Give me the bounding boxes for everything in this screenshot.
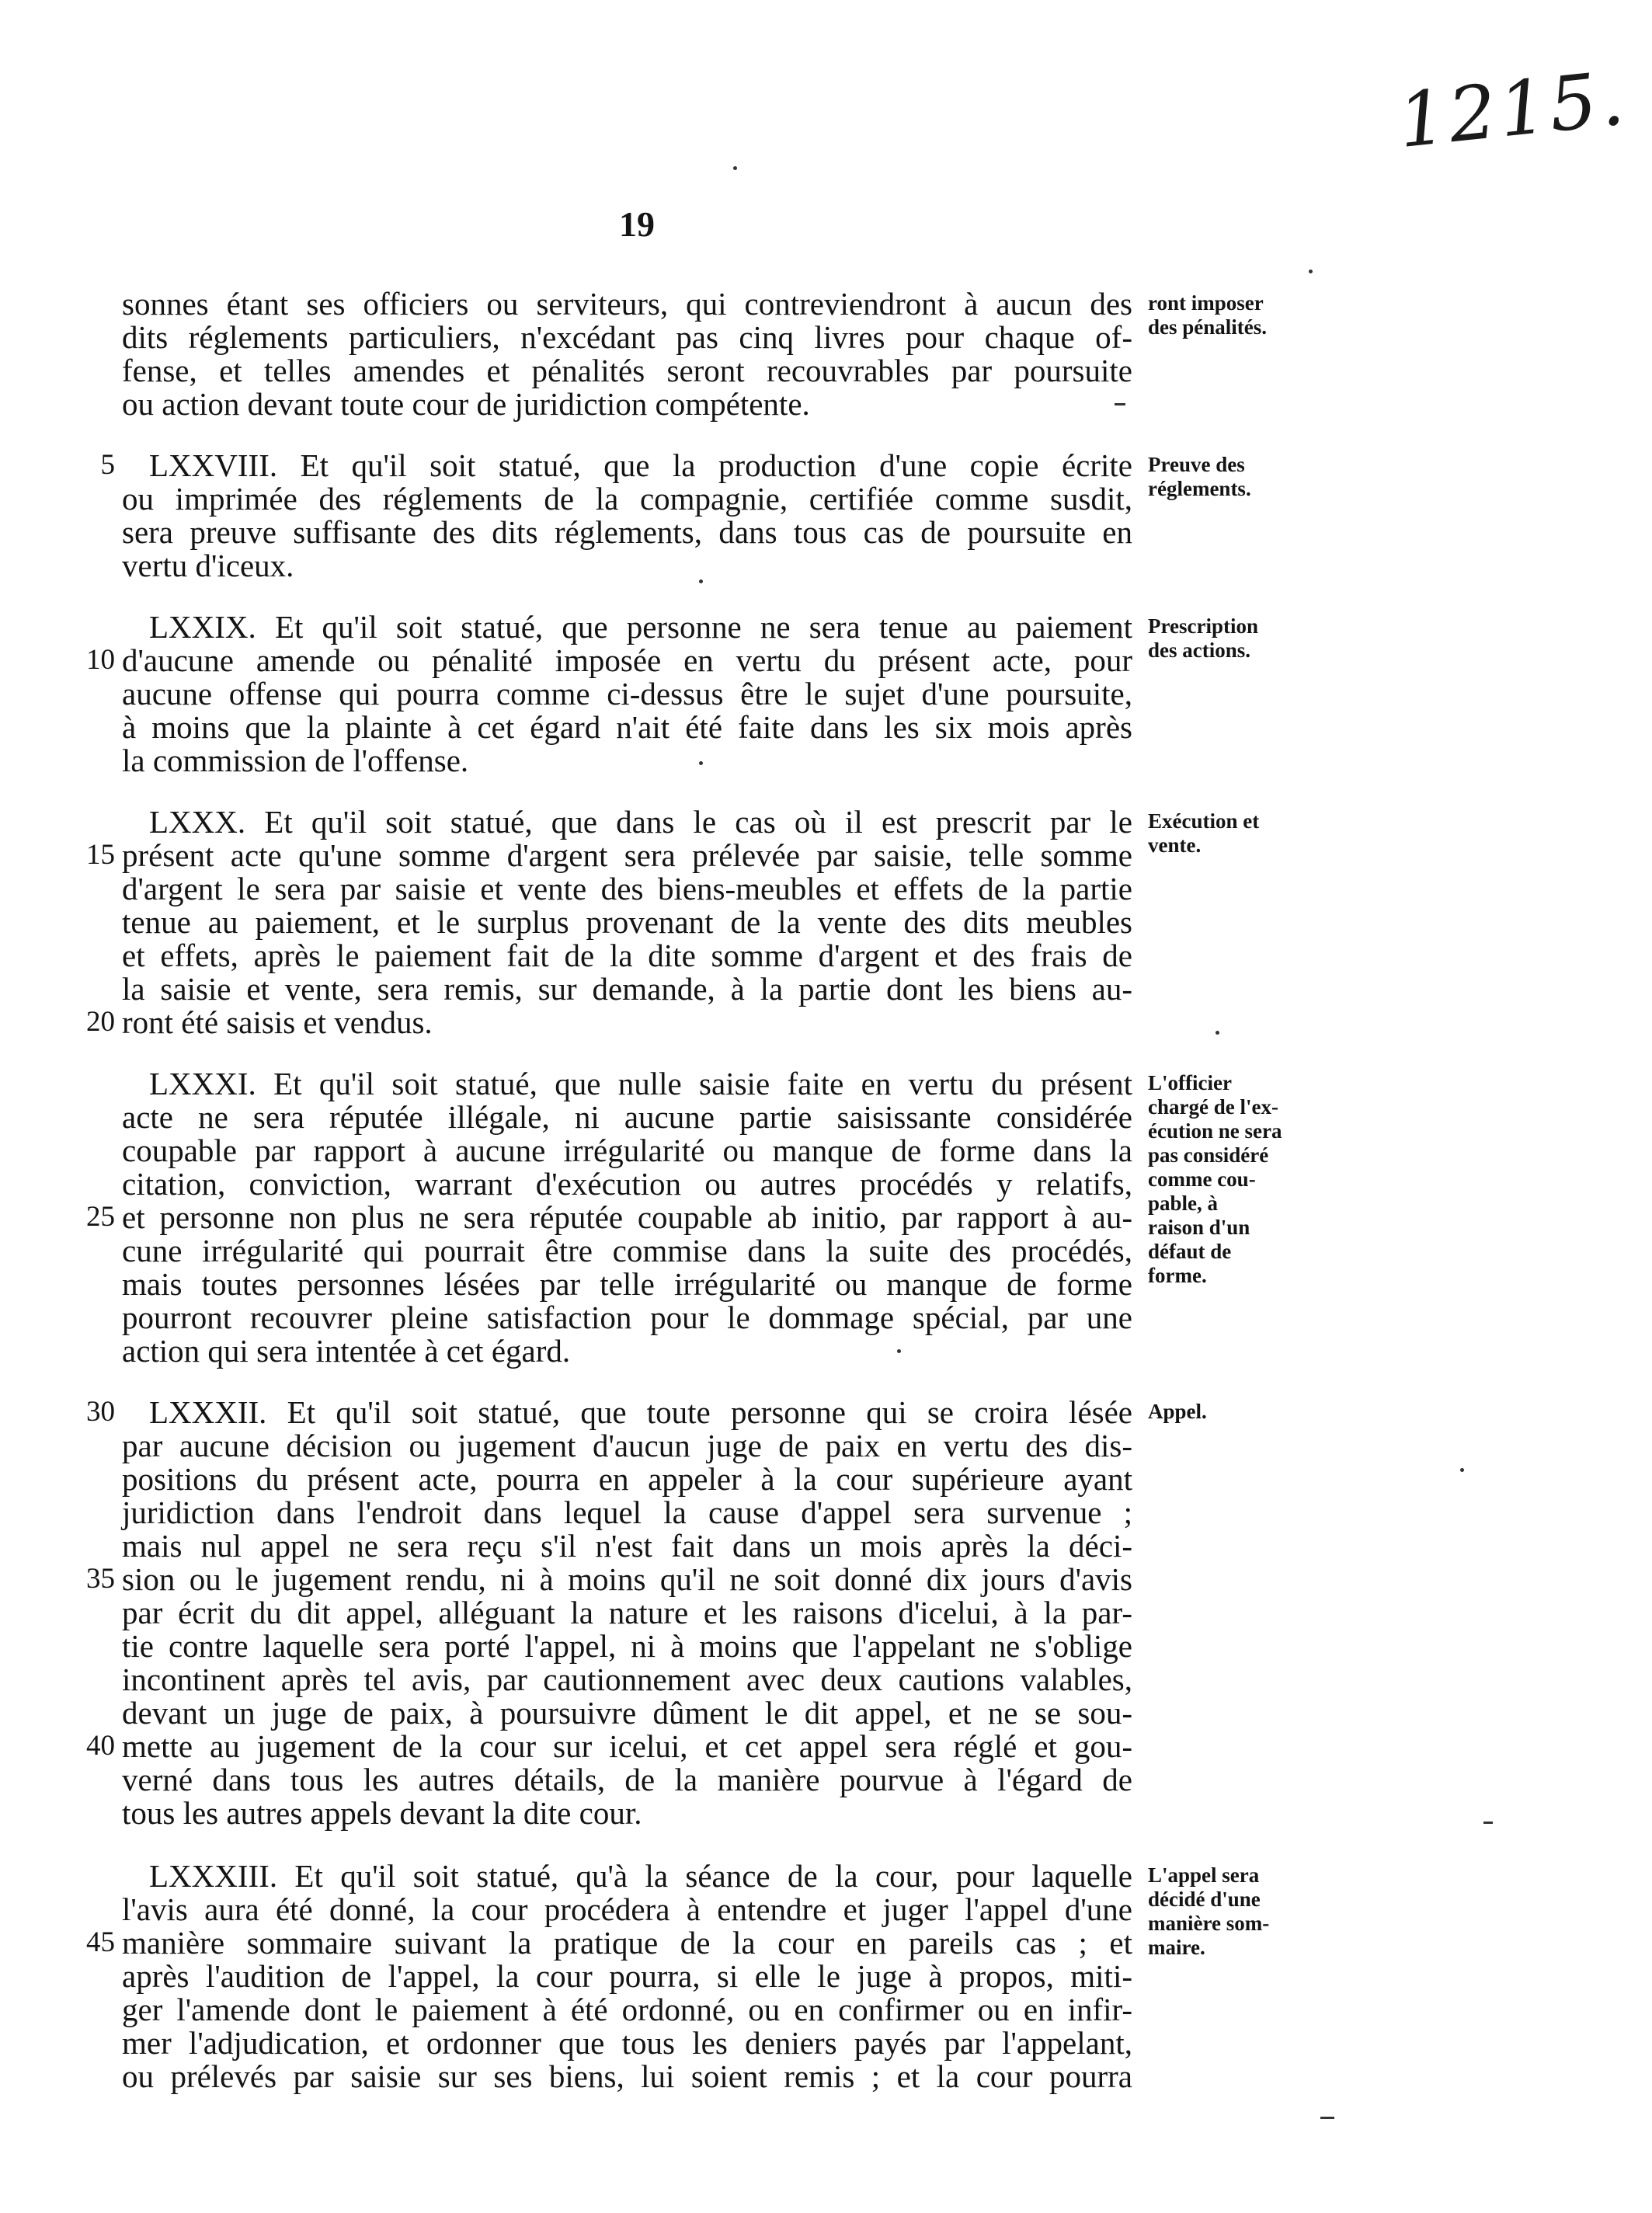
text-line: vertu d'iceux. — [122, 548, 294, 583]
text-line: devant un juge de paix, à poursuivre dûment le dit appel, et ne se sou- — [122, 1695, 1132, 1731]
line-number: 10 — [86, 644, 115, 676]
scan-mark — [1320, 2117, 1334, 2119]
text-line: la commission de l'offense. — [122, 743, 469, 778]
text-line: tous les autres appels devant la dite cour. — [122, 1795, 642, 1831]
scan-speck — [1460, 1468, 1464, 1472]
text-line: ou action devant toute cour de juridiction compétente. — [122, 386, 810, 422]
text-line: positions du présent acte, pourra en appeler à la cour supérieure ayant — [122, 1461, 1132, 1497]
text-line: d'aucune amende ou pénalité imposée en vertu du présent acte, pour — [122, 642, 1132, 678]
page-number: 19 — [619, 204, 655, 244]
margin-note-officer: L'officier chargé de l'ex- écution ne sera pas considéré comme cou- pable, à raison d'un défaut de forme. — [1148, 1071, 1282, 1287]
text-line: mette au jugement de la cour sur icelui, et cet appel sera réglé et gou- — [122, 1728, 1132, 1764]
line-number: 45 — [86, 1926, 115, 1958]
text-line: mais nul appel ne sera reçu s'il n'est fait dans un mois après la déci- — [122, 1528, 1132, 1564]
text-line: et personne non plus ne sera réputée coupable ab initio, par rapport à au- — [122, 1199, 1132, 1235]
text-line: incontinent après tel avis, par cautionnement avec deux cautions valables, — [122, 1661, 1132, 1697]
margin-note-penalties: ront imposer des pénalités. — [1148, 291, 1268, 339]
text-line: LXXXI. Et qu'il soit statué, que nulle saisie faite en vertu du présent — [149, 1066, 1132, 1101]
scan-speck — [733, 166, 737, 170]
text-line: à moins que la plainte à cet égard n'ait été faite dans les six mois après — [122, 709, 1132, 745]
line-number: 35 — [86, 1563, 115, 1595]
text-line: LXXVIII. Et qu'il soit statué, que la production d'une copie écrite — [149, 447, 1132, 483]
text-line: présent acte qu'une somme d'argent sera prélevée par saisie, telle somme — [122, 837, 1132, 873]
text-line: cune irrégularité qui pourrait être commise dans la suite des procédés, — [122, 1233, 1132, 1268]
text-line: aucune offense qui pourra comme ci-dessus être le sujet d'une poursuite, — [122, 676, 1132, 712]
scan-mark — [1115, 403, 1125, 405]
text-line: sera preuve suffisante des dits réglements, dans tous cas de poursuite en — [122, 514, 1132, 550]
scan-speck — [1216, 1031, 1219, 1035]
text-line: par écrit du dit appel, alléguant la nature et les raisons d'icelui, à la par- — [122, 1595, 1132, 1630]
text-line: manière sommaire suivant la pratique de la cour en pareils cas ; et — [122, 1925, 1132, 1961]
text-line: LXXXIII. Et qu'il soit statué, qu'à la séance de la cour, pour laquelle — [149, 1858, 1132, 1894]
line-number: 5 — [100, 449, 115, 481]
text-line: dits réglements particuliers, n'excédant pas cinq livres pour chaque of- — [122, 319, 1132, 355]
text-line: la saisie et vente, sera remis, sur demande, à la partie dont les biens au- — [122, 971, 1132, 1007]
line-number: 40 — [86, 1730, 115, 1762]
text-line: fense, et telles amendes et pénalités seront recouvrables par poursuite — [122, 353, 1132, 388]
text-line: sonnes étant ses officiers ou serviteurs, qui contreviendront à aucun des — [122, 286, 1132, 322]
text-line: d'argent le sera par saisie et vente des biens-meubles et effets de la partie — [122, 871, 1132, 906]
scan-speck — [699, 761, 703, 765]
text-line: citation, conviction, warrant d'exécution ou autres procédés y relatifs, — [122, 1166, 1132, 1202]
text-line: après l'audition de l'appel, la cour pourra, si elle le juge à propos, miti- — [122, 1958, 1132, 1994]
text-line: LXXIX. Et qu'il soit statué, que personne ne sera tenue au paiement — [149, 609, 1132, 645]
text-line: juridiction dans l'endroit dans lequel la cause d'appel sera survenue ; — [122, 1494, 1132, 1530]
text-line: LXXXII. Et qu'il soit statué, que toute personne qui se croira lésée — [149, 1394, 1132, 1430]
text-line: sion ou le jugement rendu, ni à moins qu'il ne soit donné dix jours d'avis — [122, 1561, 1132, 1597]
text-line: tie contre laquelle sera porté l'appel, ni à moins que l'appelant ne s'oblige — [122, 1628, 1132, 1664]
margin-note-proof-of-regulations: Preuve des réglements. — [1148, 453, 1251, 500]
text-line: action qui sera intentée à cet égard. — [122, 1333, 571, 1369]
text-line: LXXX. Et qu'il soit statué, que dans le cas où il est prescrit par le — [149, 804, 1132, 840]
scan-speck — [699, 579, 703, 583]
line-number: 25 — [86, 1201, 115, 1233]
text-line: mais toutes personnes lésées par telle irrégularité ou manque de forme — [122, 1266, 1132, 1302]
text-line: l'avis aura été donné, la cour procédera à entendre et juger l'appel d'une — [122, 1891, 1132, 1927]
line-number: 15 — [86, 839, 115, 871]
text-line: ou prélevés par saisie sur ses biens, lui soient remis ; et la cour pourra — [122, 2058, 1132, 2094]
text-line: ger l'amende dont le paiement à été ordonné, ou en confirmer ou en infir- — [122, 1992, 1132, 2027]
text-line: coupable par rapport à aucune irrégularité ou manque de forme dans la — [122, 1133, 1132, 1168]
margin-note-summary-appeal: L'appel sera décidé d'une manière som- maire. — [1148, 1863, 1270, 1959]
margin-note-execution: Exécution et vente. — [1148, 809, 1260, 857]
text-line: verné dans tous les autres détails, de la manière pourvue à l'égard de — [122, 1762, 1132, 1797]
text-line: ou imprimée des réglements de la compagnie, certifiée comme susdit, — [122, 481, 1132, 517]
scan-mark — [1483, 1822, 1493, 1824]
line-number: 30 — [86, 1396, 115, 1428]
text-line: ront été saisis et vendus. — [122, 1004, 433, 1040]
text-line: tenue au paiement, et le surplus provenant de la vente des dits meubles — [122, 904, 1132, 940]
handwritten-folio-note: 1215. — [1393, 54, 1631, 165]
margin-note-appeal: Appel. — [1148, 1400, 1207, 1423]
text-line: mer l'adjudication, et ordonner que tous les deniers payés par l'appelant, — [122, 2025, 1132, 2061]
line-number: 20 — [86, 1006, 115, 1038]
text-line: et effets, après le paiement fait de la dite somme d'argent et des frais de — [122, 938, 1132, 973]
text-line: par aucune décision ou jugement d'aucun juge de paix en vertu des dis- — [122, 1428, 1132, 1463]
text-line: pourront recouvrer pleine satisfaction pour le dommage spécial, par une — [122, 1300, 1132, 1335]
scan-speck — [897, 1349, 901, 1353]
scan-speck — [1309, 270, 1313, 273]
margin-note-prescription: Prescription des actions. — [1148, 614, 1258, 662]
text-line: acte ne sera réputée illégale, ni aucune partie saisissante considérée — [122, 1099, 1132, 1135]
